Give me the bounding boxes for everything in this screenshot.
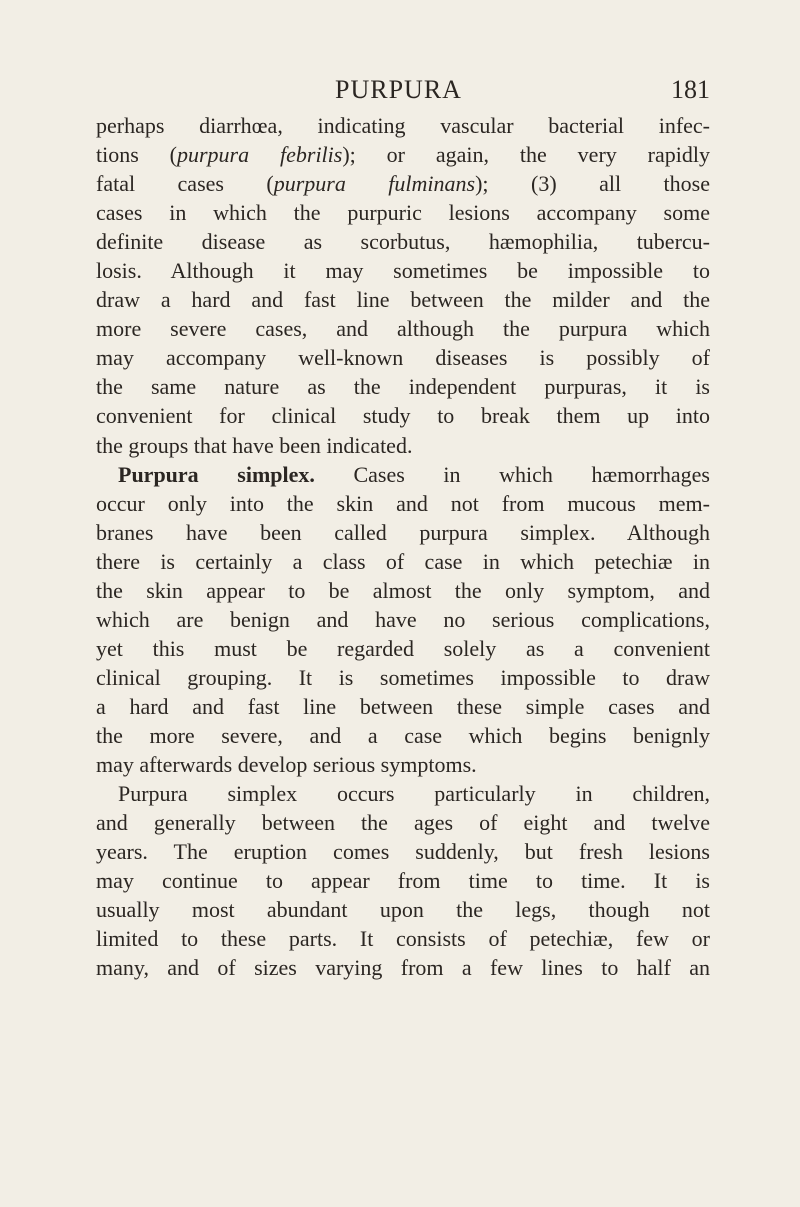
text-line: may continue to appear from time to time. It is [96, 868, 710, 894]
text-line: more severe cases, and although the purpura which [96, 316, 710, 342]
text-line: convenient for clinical study to break them up into [96, 403, 710, 429]
text-line: occur only into the skin and not from mucous mem- [96, 490, 710, 516]
italic-term: purpura febrilis [177, 142, 343, 168]
text-line: the same nature as the independent purpuras, it is [96, 374, 710, 400]
text-line: many, and of sizes varying from a few lines to half an [96, 955, 710, 981]
text-line: Purpura simplex occurs particularly in children, [118, 781, 710, 807]
text-line: draw a hard and fast line between the milder and the [96, 287, 710, 313]
section-heading-line: Purpura simplex. Cases in which hæmorrhages [118, 461, 710, 487]
text-line: may afterwards develop serious symptoms. [96, 752, 477, 778]
text-line: which are benign and have no serious complications, [96, 606, 710, 632]
section-heading: Purpura simplex. [118, 461, 315, 487]
text-line: and generally between the ages of eight and twelve [96, 810, 710, 836]
text-line: limited to these parts. It consists of petechiæ, few or [96, 926, 710, 952]
text-line: years. The eruption comes suddenly, but fresh lesions [96, 839, 710, 865]
text-line: usually most abundant upon the legs, though not [96, 897, 710, 923]
text-line: cases in which the purpuric lesions accompany some [96, 200, 710, 226]
text-line: losis. Although it may sometimes be impossible to [96, 258, 710, 284]
text-line: may accompany well-known diseases is possibly of [96, 345, 710, 371]
text-line: branes have been called purpura simplex. Although [96, 519, 710, 545]
text-line: a hard and fast line between these simple cases and [96, 693, 710, 719]
text-line: there is certainly a class of case in which petechiæ in [96, 548, 710, 574]
text-line: tions (purpura febrilis); or again, the very rapidly [96, 142, 710, 168]
text-line: perhaps diarrhœa, indicating vascular bacterial infec- [96, 113, 710, 138]
body-text [96, 111, 710, 982]
text-line: the more severe, and a case which begins benignly [96, 722, 710, 748]
italic-term: purpura fulminans [273, 171, 476, 197]
text-line: clinical grouping. It is sometimes impossible to draw [96, 664, 710, 690]
text-line: the skin appear to be almost the only symptom, and [96, 577, 710, 603]
page-number: 181 [671, 75, 710, 104]
text-line: fatal cases (purpura fulminans); (3) all those [96, 171, 710, 197]
running-head [96, 70, 710, 110]
text-line: definite disease as scorbutus, hæmophilia, tubercu- [96, 229, 710, 255]
text-line: yet this must be regarded solely as a convenient [96, 635, 710, 661]
text-line: the groups that have been indicated. [96, 432, 413, 458]
running-title: PURPURA [335, 75, 462, 104]
